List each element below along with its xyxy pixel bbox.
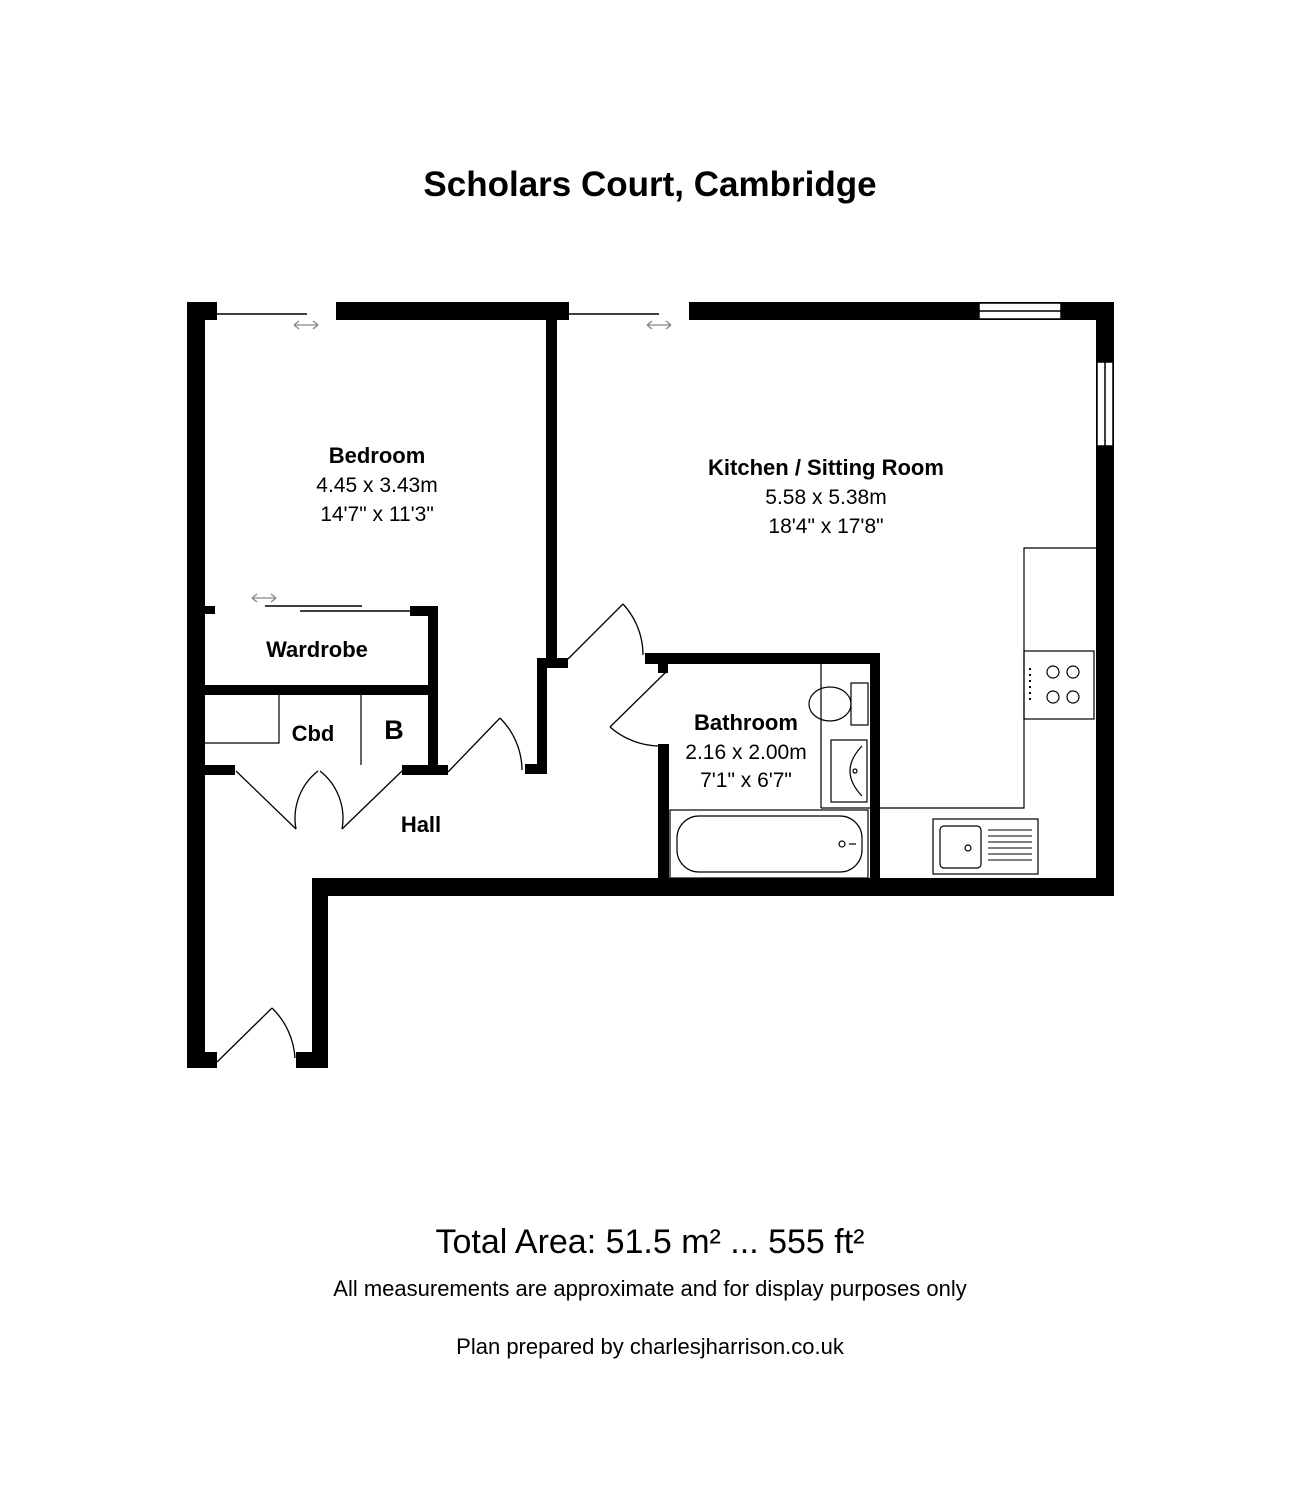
door-leaf (217, 1008, 272, 1062)
room-dims-bathroom-imperial: 7'1" x 6'7" (700, 769, 792, 792)
room-name-bathroom: Bathroom (694, 710, 798, 735)
room-name-bedroom: Bedroom (328, 443, 426, 468)
wall-entrance-stub-left (187, 1052, 217, 1068)
wall-bathroom-left (658, 744, 669, 884)
room-name-boiler: B (384, 715, 404, 745)
wall-bathroom-door-stub (658, 653, 668, 673)
wall-entrance-stub-right (296, 1052, 328, 1068)
disclaimer: All measurements are approximate and for display purposes only (333, 1276, 967, 1301)
wall-top-bedroom (336, 302, 569, 320)
door-leaf (568, 604, 623, 659)
wall-partition-lower (537, 658, 547, 774)
wall-bedroom-kitchen (546, 302, 557, 662)
room-name-cupboard: Cbd (291, 721, 335, 746)
room-dims-kitchen-metric: 5.58 x 5.38m (765, 486, 887, 509)
cupboard-lines (205, 695, 361, 765)
wall-left-outer (187, 302, 205, 1068)
door-swing (500, 718, 522, 770)
room-name-wardrobe: Wardrobe (266, 637, 368, 662)
door-swing (610, 727, 660, 746)
doors (217, 604, 666, 1062)
basin-icon (831, 740, 867, 802)
hob-icon (1024, 651, 1094, 719)
plan-title: Scholars Court, Cambridge (423, 165, 877, 204)
worktop (880, 548, 1096, 808)
wall-cbd-right-stub (402, 765, 448, 775)
toilet-icon (809, 687, 851, 721)
wall-bathroom-right (870, 653, 880, 883)
room-dims-bathroom-metric: 2.16 x 2.00m (685, 741, 807, 764)
room-dims-bedroom-imperial: 14'7" x 11'3" (320, 503, 434, 526)
door-swing (295, 771, 318, 829)
arrow-icon (294, 321, 318, 329)
wall-bathroom-top (645, 653, 880, 664)
door-swing (320, 771, 343, 829)
sink-icon (933, 819, 1038, 874)
room-name-kitchen: Kitchen / Sitting Room (708, 455, 944, 480)
walls (187, 302, 1114, 1068)
room-dims-kitchen-imperial: 18'4" x 17'8" (768, 515, 884, 538)
door-leaf (448, 718, 500, 772)
bath-icon (670, 810, 868, 878)
wall-bottom (312, 878, 1114, 896)
credit: Plan prepared by charlesjharrison.co.uk (456, 1334, 844, 1359)
room-labels (266, 443, 944, 837)
door-leaf (610, 672, 666, 727)
wall-cbd-left-stub (205, 765, 235, 775)
toilet-cistern-icon (851, 683, 868, 725)
wardrobe-doors (265, 606, 410, 611)
wall-entrance-right (312, 878, 328, 1068)
door-swing (272, 1008, 295, 1058)
door-leaf (342, 771, 402, 829)
door-swing (623, 604, 643, 655)
slide-arrows (252, 321, 671, 602)
drainer-icon (988, 830, 1032, 860)
wall-partition-foot (525, 764, 547, 774)
door-leaf (236, 771, 296, 829)
kitchen-units (880, 548, 1096, 874)
total-area: Total Area: 51.5 m² ... 555 ft² (435, 1223, 865, 1261)
arrow-icon (252, 594, 276, 602)
room-dims-bedroom-metric: 4.45 x 3.43m (316, 474, 438, 497)
arrow-icon (647, 321, 671, 329)
wall-wardrobe-stub (205, 606, 215, 614)
room-name-hall: Hall (400, 812, 442, 837)
wall-wardrobe-bottom (205, 685, 432, 695)
